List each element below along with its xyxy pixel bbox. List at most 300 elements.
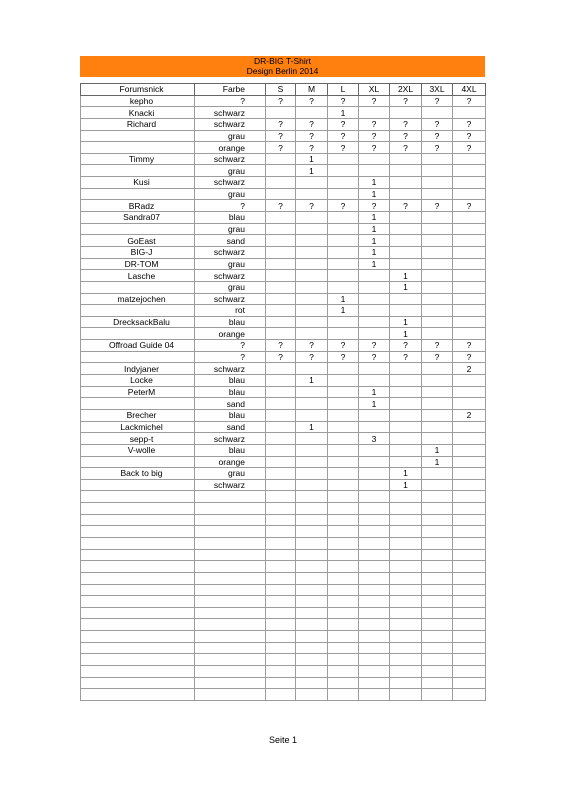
size-count-cell bbox=[453, 188, 486, 200]
size-count-cell bbox=[453, 468, 486, 480]
empty-cell bbox=[453, 596, 486, 608]
size-count-cell bbox=[390, 235, 422, 247]
size-count-cell bbox=[296, 293, 328, 305]
size-count-cell bbox=[422, 212, 453, 224]
empty-cell bbox=[422, 677, 453, 689]
size-count-cell bbox=[390, 177, 422, 189]
empty-cell bbox=[453, 526, 486, 538]
empty-cell bbox=[390, 537, 422, 549]
size-count-cell: ? bbox=[390, 200, 422, 212]
empty-cell bbox=[266, 642, 296, 654]
empty-cell bbox=[266, 596, 296, 608]
size-count-cell bbox=[266, 468, 296, 480]
size-count-cell bbox=[328, 316, 359, 328]
empty-cell bbox=[390, 666, 422, 678]
empty-cell bbox=[390, 561, 422, 573]
forum-nick-cell: DR-TOM bbox=[81, 258, 195, 270]
size-count-cell bbox=[390, 409, 422, 421]
forum-nick-cell: GoEast bbox=[81, 235, 195, 247]
empty-cell bbox=[195, 677, 266, 689]
empty-cell bbox=[81, 549, 195, 561]
size-count-cell bbox=[266, 375, 296, 387]
size-count-cell bbox=[266, 177, 296, 189]
size-count-cell bbox=[359, 165, 390, 177]
size-count-cell: ? bbox=[453, 351, 486, 363]
size-count-cell: ? bbox=[359, 130, 390, 142]
empty-cell bbox=[195, 491, 266, 503]
size-count-cell bbox=[453, 456, 486, 468]
size-count-cell bbox=[422, 177, 453, 189]
size-count-cell bbox=[422, 421, 453, 433]
color-cell: grau bbox=[195, 130, 266, 142]
empty-cell bbox=[266, 537, 296, 549]
table-row bbox=[81, 468, 486, 480]
empty-cell bbox=[81, 514, 195, 526]
size-count-cell bbox=[359, 293, 390, 305]
size-count-cell: ? bbox=[422, 95, 453, 107]
size-count-cell bbox=[359, 479, 390, 491]
size-count-cell bbox=[422, 281, 453, 293]
empty-cell bbox=[390, 572, 422, 584]
size-count-cell bbox=[453, 165, 486, 177]
table-row bbox=[81, 177, 486, 189]
empty-cell bbox=[422, 584, 453, 596]
size-count-cell bbox=[328, 456, 359, 468]
size-count-cell: ? bbox=[266, 118, 296, 130]
color-cell: blau bbox=[195, 316, 266, 328]
size-count-cell bbox=[296, 433, 328, 445]
size-count-cell bbox=[296, 444, 328, 456]
empty-cell bbox=[81, 654, 195, 666]
size-count-cell bbox=[422, 409, 453, 421]
size-count-cell bbox=[422, 479, 453, 491]
size-count-cell: 1 bbox=[296, 153, 328, 165]
empty-cell bbox=[328, 619, 359, 631]
size-count-cell: 1 bbox=[328, 293, 359, 305]
size-count-cell bbox=[266, 223, 296, 235]
size-count-cell: ? bbox=[390, 130, 422, 142]
size-count-cell bbox=[328, 433, 359, 445]
table-row bbox=[81, 223, 486, 235]
empty-cell bbox=[195, 607, 266, 619]
empty-cell bbox=[296, 514, 328, 526]
empty-cell bbox=[390, 596, 422, 608]
forum-nick-cell: Locke bbox=[81, 375, 195, 387]
empty-cell bbox=[328, 596, 359, 608]
size-count-cell bbox=[453, 177, 486, 189]
empty-table-row bbox=[81, 526, 486, 538]
table-row bbox=[81, 246, 486, 258]
empty-cell bbox=[453, 666, 486, 678]
size-count-cell bbox=[266, 398, 296, 410]
size-count-cell: 1 bbox=[422, 444, 453, 456]
empty-table-row bbox=[81, 596, 486, 608]
size-count-cell: 1 bbox=[390, 316, 422, 328]
color-cell: orange bbox=[195, 328, 266, 340]
empty-cell bbox=[422, 491, 453, 503]
empty-cell bbox=[266, 619, 296, 631]
empty-table-row bbox=[81, 572, 486, 584]
empty-cell bbox=[390, 642, 422, 654]
size-count-cell bbox=[359, 107, 390, 119]
size-count-cell bbox=[328, 258, 359, 270]
size-count-cell: 1 bbox=[359, 212, 390, 224]
empty-cell bbox=[359, 642, 390, 654]
table-row bbox=[81, 398, 486, 410]
empty-cell bbox=[195, 549, 266, 561]
color-cell: schwarz bbox=[195, 107, 266, 119]
forum-nick-cell bbox=[81, 130, 195, 142]
empty-cell bbox=[453, 572, 486, 584]
empty-cell bbox=[453, 654, 486, 666]
empty-table-row bbox=[81, 503, 486, 515]
empty-table-row bbox=[81, 561, 486, 573]
empty-cell bbox=[453, 549, 486, 561]
size-count-cell: 1 bbox=[390, 281, 422, 293]
size-count-cell bbox=[359, 328, 390, 340]
size-count-cell bbox=[328, 479, 359, 491]
size-count-cell: 1 bbox=[359, 223, 390, 235]
empty-cell bbox=[359, 584, 390, 596]
forum-nick-cell: Knacki bbox=[81, 107, 195, 119]
empty-cell bbox=[453, 537, 486, 549]
table-row bbox=[81, 118, 486, 130]
table-row bbox=[81, 479, 486, 491]
size-count-cell bbox=[296, 223, 328, 235]
empty-cell bbox=[453, 689, 486, 701]
size-count-cell: ? bbox=[328, 200, 359, 212]
empty-table-row bbox=[81, 491, 486, 503]
size-count-cell bbox=[422, 223, 453, 235]
empty-cell bbox=[359, 631, 390, 643]
table-row bbox=[81, 212, 486, 224]
empty-cell bbox=[390, 631, 422, 643]
empty-cell bbox=[81, 619, 195, 631]
size-count-cell: 1 bbox=[390, 328, 422, 340]
table-row bbox=[81, 107, 486, 119]
empty-cell bbox=[195, 654, 266, 666]
empty-cell bbox=[296, 654, 328, 666]
size-count-cell: ? bbox=[266, 130, 296, 142]
empty-cell bbox=[359, 619, 390, 631]
color-cell: orange bbox=[195, 456, 266, 468]
size-count-cell: ? bbox=[266, 200, 296, 212]
size-count-cell bbox=[422, 153, 453, 165]
size-count-cell: 1 bbox=[359, 386, 390, 398]
size-count-cell bbox=[390, 421, 422, 433]
color-cell: schwarz bbox=[195, 433, 266, 445]
empty-cell bbox=[296, 526, 328, 538]
size-count-cell bbox=[390, 433, 422, 445]
table-row bbox=[81, 386, 486, 398]
empty-cell bbox=[359, 572, 390, 584]
empty-cell bbox=[195, 561, 266, 573]
empty-cell bbox=[390, 654, 422, 666]
forum-nick-cell: Kusi bbox=[81, 177, 195, 189]
size-count-cell: 3 bbox=[359, 433, 390, 445]
table-row bbox=[81, 270, 486, 282]
empty-cell bbox=[296, 642, 328, 654]
forum-nick-cell: sepp-t bbox=[81, 433, 195, 445]
color-cell: sand bbox=[195, 398, 266, 410]
size-count-cell bbox=[359, 281, 390, 293]
size-count-cell bbox=[328, 165, 359, 177]
size-count-cell bbox=[422, 316, 453, 328]
size-count-cell: 2 bbox=[453, 363, 486, 375]
table-row bbox=[81, 409, 486, 421]
color-cell: orange bbox=[195, 142, 266, 154]
empty-cell bbox=[266, 584, 296, 596]
size-count-cell bbox=[390, 305, 422, 317]
empty-table-row bbox=[81, 654, 486, 666]
size-count-cell bbox=[359, 421, 390, 433]
size-count-cell bbox=[390, 223, 422, 235]
size-count-cell bbox=[328, 375, 359, 387]
empty-cell bbox=[422, 689, 453, 701]
size-count-cell bbox=[328, 281, 359, 293]
size-count-cell bbox=[390, 165, 422, 177]
color-cell: blau bbox=[195, 386, 266, 398]
size-count-cell: 1 bbox=[390, 270, 422, 282]
size-count-cell bbox=[266, 153, 296, 165]
color-cell: ? bbox=[195, 340, 266, 352]
size-count-cell bbox=[266, 444, 296, 456]
empty-cell bbox=[195, 619, 266, 631]
forum-nick-cell: Back to big bbox=[81, 468, 195, 480]
size-count-cell bbox=[359, 409, 390, 421]
size-count-cell bbox=[296, 386, 328, 398]
size-count-cell bbox=[266, 107, 296, 119]
empty-cell bbox=[390, 491, 422, 503]
size-count-cell bbox=[266, 363, 296, 375]
size-count-cell bbox=[296, 409, 328, 421]
color-cell: schwarz bbox=[195, 153, 266, 165]
size-count-cell bbox=[266, 293, 296, 305]
empty-cell bbox=[195, 642, 266, 654]
size-count-cell: ? bbox=[422, 200, 453, 212]
size-count-cell: ? bbox=[296, 340, 328, 352]
empty-cell bbox=[422, 526, 453, 538]
empty-table-row bbox=[81, 514, 486, 526]
size-count-cell bbox=[328, 212, 359, 224]
table-row bbox=[81, 200, 486, 212]
size-count-cell bbox=[390, 363, 422, 375]
size-count-cell: ? bbox=[266, 95, 296, 107]
table-row bbox=[81, 130, 486, 142]
color-cell: blau bbox=[195, 409, 266, 421]
size-count-cell: ? bbox=[422, 340, 453, 352]
empty-cell bbox=[359, 666, 390, 678]
size-count-cell bbox=[296, 328, 328, 340]
size-count-cell: ? bbox=[422, 118, 453, 130]
empty-cell bbox=[296, 631, 328, 643]
empty-cell bbox=[266, 631, 296, 643]
forum-nick-cell: Brecher bbox=[81, 409, 195, 421]
size-count-cell: ? bbox=[296, 351, 328, 363]
size-count-cell bbox=[422, 305, 453, 317]
empty-table-row bbox=[81, 549, 486, 561]
size-count-cell bbox=[296, 177, 328, 189]
size-count-cell bbox=[296, 212, 328, 224]
size-count-cell bbox=[328, 270, 359, 282]
color-cell: schwarz bbox=[195, 246, 266, 258]
empty-table-row bbox=[81, 666, 486, 678]
forum-nick-cell: Lackmichel bbox=[81, 421, 195, 433]
size-count-cell bbox=[453, 235, 486, 247]
empty-cell bbox=[453, 642, 486, 654]
forum-nick-cell bbox=[81, 281, 195, 293]
empty-cell bbox=[296, 666, 328, 678]
table-row bbox=[81, 328, 486, 340]
table-row bbox=[81, 316, 486, 328]
size-count-cell: 2 bbox=[453, 409, 486, 421]
size-count-cell bbox=[296, 281, 328, 293]
size-count-cell: 1 bbox=[296, 421, 328, 433]
size-count-cell bbox=[453, 375, 486, 387]
size-count-cell bbox=[453, 107, 486, 119]
empty-cell bbox=[296, 537, 328, 549]
forum-nick-cell bbox=[81, 188, 195, 200]
size-count-cell: 1 bbox=[359, 398, 390, 410]
empty-cell bbox=[195, 537, 266, 549]
empty-cell bbox=[296, 584, 328, 596]
color-cell: blau bbox=[195, 375, 266, 387]
color-cell: schwarz bbox=[195, 118, 266, 130]
size-count-cell bbox=[453, 386, 486, 398]
size-count-cell bbox=[328, 444, 359, 456]
size-count-cell bbox=[266, 281, 296, 293]
empty-cell bbox=[422, 514, 453, 526]
size-count-cell bbox=[328, 235, 359, 247]
empty-table-row bbox=[81, 631, 486, 643]
size-count-cell: ? bbox=[390, 340, 422, 352]
size-count-cell: ? bbox=[422, 351, 453, 363]
size-count-cell bbox=[390, 398, 422, 410]
size-count-cell bbox=[390, 246, 422, 258]
empty-cell bbox=[422, 666, 453, 678]
forum-nick-cell bbox=[81, 398, 195, 410]
color-cell: schwarz bbox=[195, 363, 266, 375]
column-header: 3XL bbox=[422, 84, 453, 96]
size-count-cell bbox=[359, 456, 390, 468]
table-row bbox=[81, 188, 486, 200]
forum-nick-cell: Richard bbox=[81, 118, 195, 130]
empty-cell bbox=[328, 526, 359, 538]
table-row bbox=[81, 258, 486, 270]
size-count-cell bbox=[359, 375, 390, 387]
size-count-cell bbox=[296, 270, 328, 282]
size-count-cell bbox=[453, 293, 486, 305]
size-count-cell bbox=[266, 270, 296, 282]
empty-cell bbox=[328, 514, 359, 526]
size-count-cell bbox=[328, 386, 359, 398]
size-count-cell bbox=[390, 212, 422, 224]
forum-nick-cell: matzejochen bbox=[81, 293, 195, 305]
size-count-cell bbox=[422, 235, 453, 247]
size-count-cell bbox=[422, 375, 453, 387]
empty-cell bbox=[266, 526, 296, 538]
size-count-cell bbox=[266, 246, 296, 258]
size-count-cell: ? bbox=[328, 142, 359, 154]
size-count-cell: ? bbox=[359, 95, 390, 107]
empty-cell bbox=[453, 619, 486, 631]
empty-cell bbox=[453, 584, 486, 596]
size-count-cell bbox=[422, 328, 453, 340]
empty-cell bbox=[422, 549, 453, 561]
size-count-cell bbox=[453, 444, 486, 456]
empty-cell bbox=[359, 514, 390, 526]
empty-cell bbox=[195, 666, 266, 678]
table-row bbox=[81, 421, 486, 433]
column-header: Farbe bbox=[195, 84, 266, 96]
empty-cell bbox=[81, 596, 195, 608]
size-count-cell: 1 bbox=[296, 375, 328, 387]
size-count-cell bbox=[359, 305, 390, 317]
size-count-cell bbox=[359, 270, 390, 282]
size-count-cell bbox=[390, 293, 422, 305]
size-count-cell bbox=[453, 398, 486, 410]
size-count-cell bbox=[328, 223, 359, 235]
column-header: Forumsnick bbox=[81, 84, 195, 96]
empty-cell bbox=[453, 491, 486, 503]
table-row bbox=[81, 293, 486, 305]
color-cell: rot bbox=[195, 305, 266, 317]
size-count-cell: ? bbox=[266, 142, 296, 154]
size-count-cell: 1 bbox=[296, 165, 328, 177]
size-count-cell: ? bbox=[328, 130, 359, 142]
color-cell: grau bbox=[195, 468, 266, 480]
empty-table-row bbox=[81, 584, 486, 596]
size-count-cell: 1 bbox=[359, 177, 390, 189]
size-count-cell: ? bbox=[359, 351, 390, 363]
empty-cell bbox=[328, 654, 359, 666]
color-cell: sand bbox=[195, 235, 266, 247]
size-count-cell: ? bbox=[390, 118, 422, 130]
empty-cell bbox=[195, 503, 266, 515]
size-count-cell bbox=[266, 328, 296, 340]
color-cell: grau bbox=[195, 223, 266, 235]
empty-cell bbox=[296, 549, 328, 561]
color-cell: schwarz bbox=[195, 177, 266, 189]
empty-cell bbox=[81, 689, 195, 701]
empty-cell bbox=[81, 503, 195, 515]
color-cell: ? bbox=[195, 200, 266, 212]
empty-cell bbox=[296, 619, 328, 631]
empty-cell bbox=[81, 584, 195, 596]
size-count-cell bbox=[422, 386, 453, 398]
size-count-cell: ? bbox=[296, 130, 328, 142]
size-count-cell: ? bbox=[422, 142, 453, 154]
empty-cell bbox=[81, 537, 195, 549]
forum-nick-cell: PeterM bbox=[81, 386, 195, 398]
empty-cell bbox=[266, 549, 296, 561]
size-count-cell: 1 bbox=[328, 107, 359, 119]
empty-cell bbox=[453, 631, 486, 643]
column-header: M bbox=[296, 84, 328, 96]
empty-cell bbox=[390, 503, 422, 515]
size-count-cell bbox=[453, 223, 486, 235]
size-count-cell bbox=[453, 258, 486, 270]
sheet-subtitle: Design Berlin 2014 bbox=[246, 66, 319, 76]
empty-cell bbox=[328, 537, 359, 549]
empty-cell bbox=[296, 677, 328, 689]
forum-nick-cell bbox=[81, 328, 195, 340]
column-header: 2XL bbox=[390, 84, 422, 96]
empty-cell bbox=[266, 572, 296, 584]
size-count-cell bbox=[328, 177, 359, 189]
size-count-cell bbox=[266, 235, 296, 247]
size-count-cell bbox=[266, 305, 296, 317]
